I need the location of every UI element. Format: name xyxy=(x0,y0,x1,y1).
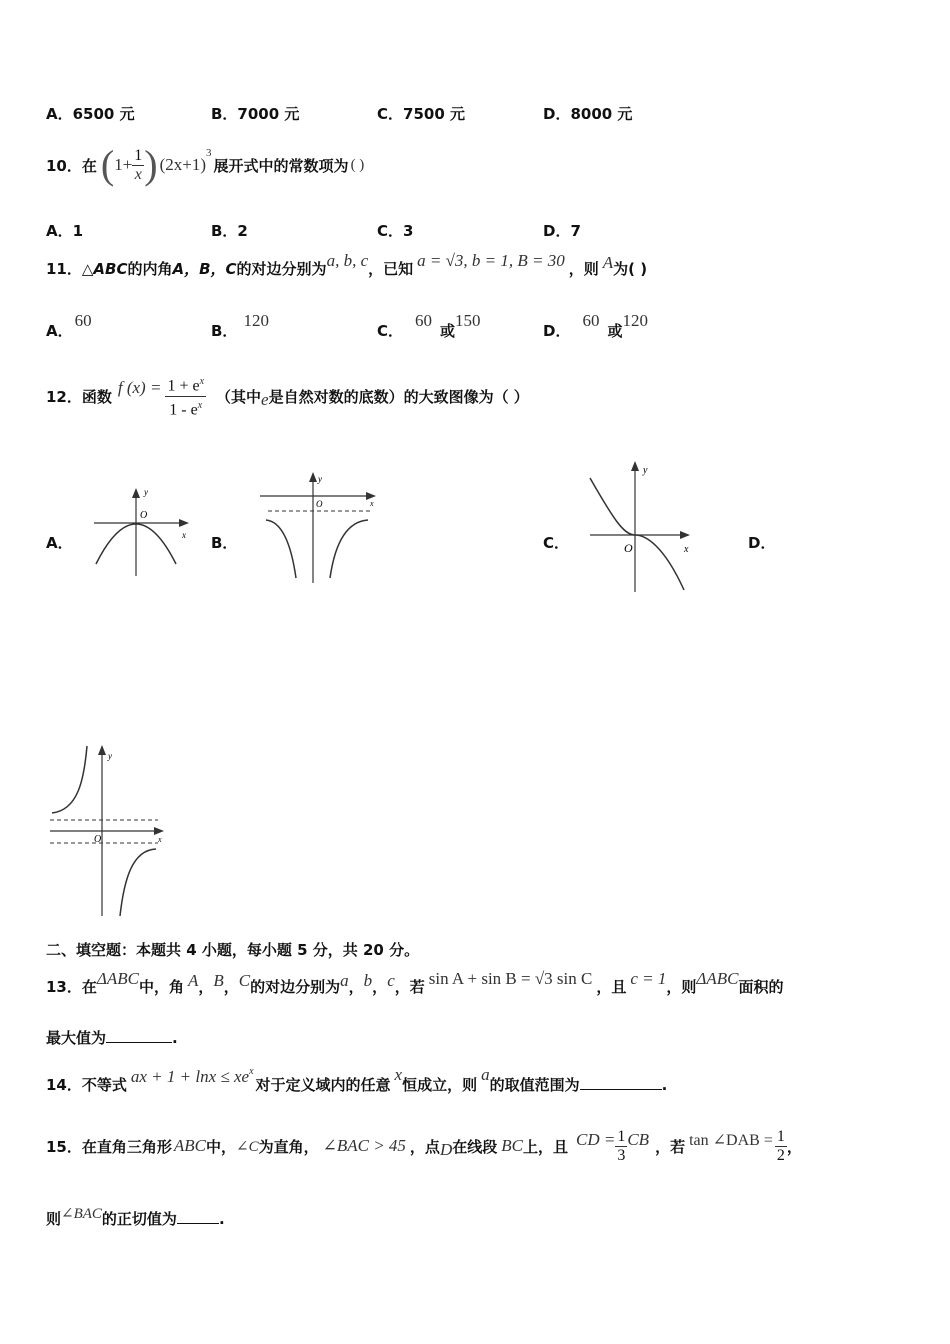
q10-fraction xyxy=(132,147,144,184)
q15-D: D xyxy=(439,1140,453,1159)
graph-b-y-label: y xyxy=(318,474,322,484)
q15-cb: CB xyxy=(627,1130,650,1149)
graph-d-left-curve xyxy=(52,746,87,813)
q10-option-d[interactable]: D．7 xyxy=(543,222,581,240)
q12-option-d[interactable]: D． xyxy=(748,534,776,552)
q13-answer-blank[interactable] xyxy=(106,1028,172,1043)
q11-text3: ，已知 xyxy=(368,260,414,278)
q11-option-d-label: D． xyxy=(543,322,571,340)
q11-var: A xyxy=(602,253,614,272)
q9-option-d[interactable]: D．8000 元 xyxy=(543,105,633,123)
q12-option-a[interactable]: A． xyxy=(46,534,73,552)
graph-a-x-label: x xyxy=(182,530,186,540)
graph-c-curve xyxy=(590,478,684,590)
q15-t5: 上，且 xyxy=(522,1137,568,1156)
graph-c xyxy=(584,458,699,596)
q14-inequality: ax + 1 + lnx ≤ xe xyxy=(130,1067,250,1086)
q13-t1: 中，角 xyxy=(138,978,184,996)
q15-tan: tan ∠DAB = xyxy=(689,1132,773,1149)
q15-t1: 中， xyxy=(205,1137,236,1156)
graph-c-origin: O xyxy=(624,541,633,555)
graph-b-y-arrow xyxy=(309,472,317,482)
graph-d-right-curve xyxy=(120,849,156,916)
q10-frac-num: 1 xyxy=(134,146,143,164)
q10-option-a[interactable]: A．1 xyxy=(46,222,84,240)
q9-option-a[interactable]: A．6500 元 xyxy=(46,105,135,123)
q10-expr-one: 1+ xyxy=(114,155,133,174)
q12-denominator xyxy=(169,397,202,419)
q11-option-b-value: 120 xyxy=(243,311,269,330)
q12-numerator xyxy=(165,373,206,396)
q12-text2: 是自然对数的底数）的大致图像为（ ） xyxy=(268,387,529,406)
q12-fx: f (x) = xyxy=(117,378,162,397)
graph-d-y-arrow xyxy=(98,745,106,755)
q10-option-c[interactable]: C．3 xyxy=(377,222,414,240)
q15-answer-blank[interactable] xyxy=(177,1209,219,1224)
q15-angle-c: ∠C xyxy=(236,1138,259,1155)
q12-fraction xyxy=(165,373,206,419)
graph-b-right-curve xyxy=(330,520,368,578)
q12-option-c[interactable]: C． xyxy=(543,534,570,552)
q10-exponent: 3 xyxy=(206,147,212,159)
q13-t2: 的对边分别为 xyxy=(250,978,341,996)
q13-t5: ，则 xyxy=(666,978,697,996)
q15-abc: ABC xyxy=(173,1136,206,1155)
q14-x: x xyxy=(394,1065,403,1084)
graph-c-x-arrow xyxy=(680,531,690,539)
q15-condition: ∠BAC > 45 xyxy=(322,1136,406,1155)
q15-t3: ，点 xyxy=(409,1137,440,1156)
q13-c: c xyxy=(387,971,395,990)
q14-end: . xyxy=(661,1076,668,1094)
q15-cd: CD = xyxy=(575,1130,616,1149)
q13-t3: ，若 xyxy=(394,978,425,996)
q14-exponent: x xyxy=(249,1066,254,1077)
q11-option-c-value1: 60 xyxy=(415,311,433,330)
graph-d xyxy=(48,740,173,920)
q9-option-b[interactable]: B．7000 元 xyxy=(211,105,300,123)
q11-option-c-value2: 150 xyxy=(455,311,481,330)
q12-e: e xyxy=(261,390,269,409)
graph-c-y-label: y xyxy=(643,465,648,476)
question-15 xyxy=(46,1124,802,1168)
graph-a-origin: O xyxy=(140,510,148,521)
graph-d-y-label: y xyxy=(108,751,112,761)
graph-a-x-arrow xyxy=(179,519,189,527)
graph-a-y-label: y xyxy=(144,487,148,497)
q15-t7: ， xyxy=(786,1137,802,1156)
q15-t6: ，若 xyxy=(655,1137,686,1156)
q15-line-2 xyxy=(46,1208,225,1229)
q10-frac-den: x xyxy=(134,165,142,183)
q14-a: a xyxy=(481,1065,490,1084)
question-12 xyxy=(46,372,529,420)
q11-number: 11． xyxy=(46,260,82,278)
graph-b-left-curve xyxy=(266,520,296,578)
q12-text1: （其中 xyxy=(216,387,262,406)
q15-t2: 为直角， xyxy=(258,1137,319,1156)
q13-sep4: ， xyxy=(372,978,388,996)
graph-b xyxy=(258,468,383,586)
q11-angles: A，B，C xyxy=(172,260,237,278)
q13-c-equals: c = 1 xyxy=(630,969,667,988)
q15-f2-den: 2 xyxy=(776,1146,785,1164)
q13-sep2: ， xyxy=(223,978,239,996)
q10-text: 展开式中的常数项为 xyxy=(213,156,349,175)
q13-t6: 面积的 xyxy=(738,978,784,996)
q14-t2: 恒成立，则 xyxy=(402,1076,478,1094)
q11-text2: 的对边分别为 xyxy=(236,260,327,278)
q15-number: 15．在直角三角形 xyxy=(46,1137,172,1156)
q11-option-a[interactable] xyxy=(46,311,92,341)
question-13 xyxy=(46,969,784,997)
q15-fraction-2 xyxy=(775,1128,787,1165)
q11-option-d-value2: 120 xyxy=(622,311,648,330)
q13-t4: ，且 xyxy=(596,978,627,996)
q11-option-d-value1: 60 xyxy=(582,311,600,330)
q9-option-c[interactable]: C．7500 元 xyxy=(377,105,465,123)
q13-C: C xyxy=(238,971,251,990)
graph-b-origin: O xyxy=(316,499,323,509)
q13-triangle: ΔABC xyxy=(96,969,139,988)
q15-line2b: 的正切值为 xyxy=(101,1210,177,1228)
q13-end: . xyxy=(172,1029,178,1047)
q12-den-exp: x xyxy=(197,399,203,411)
q14-t3: 的取值范围为 xyxy=(489,1076,580,1094)
q15-f2-num: 1 xyxy=(776,1127,785,1145)
q10-expr-rest: (2x+1) xyxy=(159,155,207,174)
q13-B: B xyxy=(213,971,224,990)
q11-option-a-label: A． xyxy=(46,322,73,340)
q11-option-d-or: 或 xyxy=(607,322,623,340)
graph-c-x-label: x xyxy=(684,544,689,555)
q11-option-c[interactable] xyxy=(377,311,481,341)
graph-c-y-arrow xyxy=(631,461,639,471)
graph-d-x-label: x xyxy=(158,835,162,844)
question-14 xyxy=(46,1065,668,1095)
q12-option-b[interactable]: B． xyxy=(211,534,238,552)
q10-answer-paren: ( ) xyxy=(350,156,365,173)
q11-text5: 为( ) xyxy=(613,260,648,278)
q15-f1-den: 3 xyxy=(617,1146,626,1164)
question-10 xyxy=(46,140,364,190)
q14-answer-blank[interactable] xyxy=(580,1075,662,1090)
q11-option-b-label: B． xyxy=(211,322,238,340)
q13-a: a xyxy=(340,971,349,990)
q10-option-b[interactable]: B．2 xyxy=(211,222,248,240)
q11-option-b[interactable] xyxy=(211,311,269,341)
q15-BC: BC xyxy=(501,1136,523,1155)
q13-line-2 xyxy=(46,1027,178,1048)
q15-fraction-1 xyxy=(615,1128,627,1165)
q13-A: A xyxy=(187,971,199,990)
graph-a xyxy=(92,484,197,579)
q14-number: 14．不等式 xyxy=(46,1076,127,1094)
q12-number: 12．函数 xyxy=(46,387,112,406)
question-11 xyxy=(46,251,648,279)
q10-number: 10．在 xyxy=(46,156,97,175)
q15-f1-num: 1 xyxy=(617,1127,626,1145)
q13-triangle-2: ΔABC xyxy=(696,969,739,988)
q13-number: 13．在 xyxy=(46,978,97,996)
q11-sides: a, b, c xyxy=(326,251,369,270)
q11-triangle: △ABC xyxy=(81,260,128,278)
q10-lparen: ( xyxy=(100,142,115,187)
q13-sep1: ， xyxy=(198,978,214,996)
graph-d-x-arrow xyxy=(154,827,164,835)
q11-option-d[interactable] xyxy=(543,311,648,341)
q10-rparen: ) xyxy=(144,142,158,187)
q13-sep3: ， xyxy=(348,978,364,996)
graph-d-origin: O xyxy=(94,834,102,845)
q12-num-text: 1 + e xyxy=(167,377,200,395)
q14-t1: 对于定义域内的任意 xyxy=(255,1076,391,1094)
q15-end: . xyxy=(218,1210,225,1228)
q11-given: a = √3, b = 1, B = 30 xyxy=(417,251,565,270)
graph-b-x-label: x xyxy=(370,499,374,508)
q15-bac: ∠BAC xyxy=(61,1206,102,1222)
q13-b: b xyxy=(363,971,373,990)
q13-equation: sin A + sin B = √3 sin C xyxy=(428,969,593,988)
q11-option-c-label: C． xyxy=(377,322,404,340)
q15-t4: 在线段 xyxy=(452,1137,498,1156)
q11-option-c-or: 或 xyxy=(440,322,456,340)
q13-line2-text: 最大值为 xyxy=(46,1029,107,1047)
section-2-title: 二、填空题：本题共 4 小题，每小题 5 分，共 20 分。 xyxy=(46,941,420,959)
q15-line2a: 则 xyxy=(46,1210,62,1228)
q12-den-text: 1 - e xyxy=(169,400,198,418)
q11-text4: ，则 xyxy=(568,260,599,278)
q11-option-a-value: 60 xyxy=(74,311,92,330)
q12-num-exp: x xyxy=(199,376,205,388)
graph-a-y-arrow xyxy=(132,488,140,498)
q11-text1: 的内角 xyxy=(127,260,173,278)
